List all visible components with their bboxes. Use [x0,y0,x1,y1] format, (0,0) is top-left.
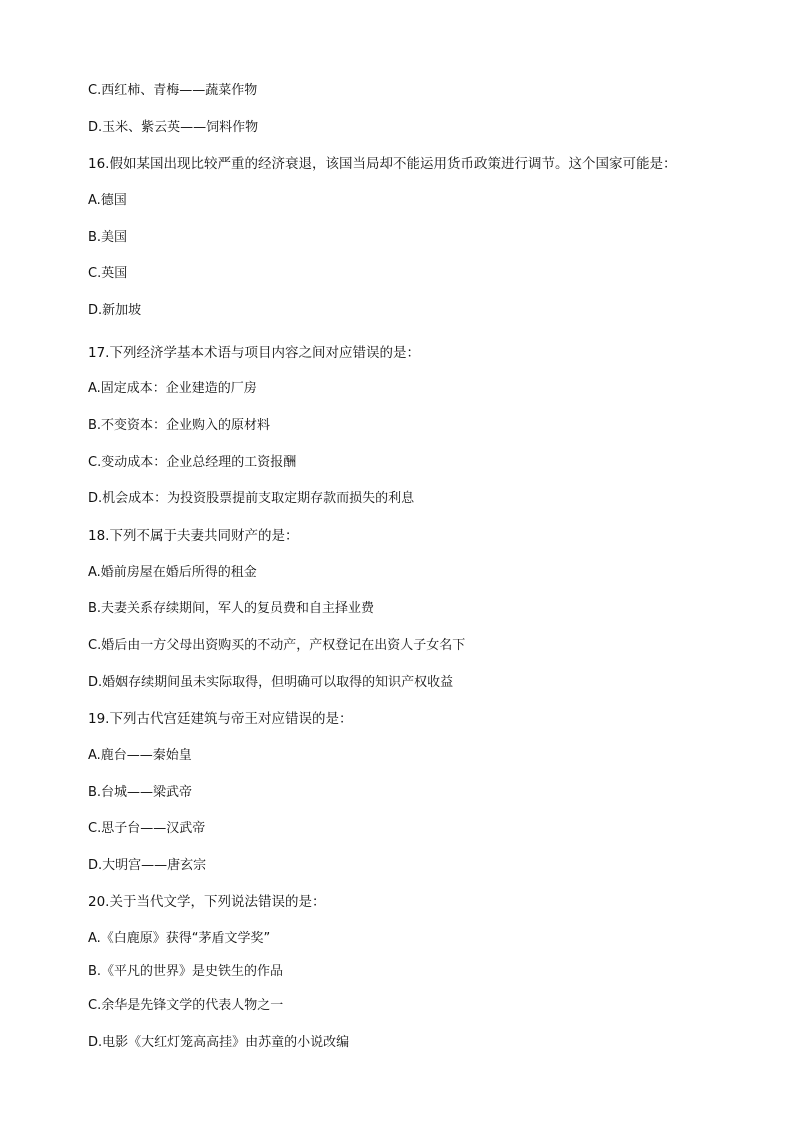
option-20d: D.电影《大红灯笼高高挂》由苏童的小说改编 [88,1035,350,1050]
option-15c: C.西红柿、青梅——蔬菜作物 [88,83,258,98]
option-18b: B.夫妻关系存续期间，军人的复员费和自主择业费 [88,601,375,616]
option-17b: B.不变资本：企业购入的原材料 [88,418,271,433]
question-20: 20.关于当代文学，下列说法错误的是： [88,894,326,910]
option-17c: C.变动成本：企业总经理的工资报酬 [88,455,297,470]
option-19c: C.思子台——汉武帝 [88,821,206,836]
option-20b: B.《平凡的世界》是史铁生的作品 [88,964,284,979]
option-18a: A.婚前房屋在婚后所得的租金 [88,565,257,580]
option-20a: A.《白鹿原》获得“茅盾文学奖” [88,931,271,946]
option-15d: D.玉米、紫云英——饲料作物 [88,120,259,135]
option-16b: B.美国 [88,230,128,245]
option-19b: B.台城——梁武帝 [88,785,193,800]
question-18: 18.下列不属于夫妻共同财产的是： [88,528,299,544]
question-19: 19.下列古代宫廷建筑与帝王对应错误的是： [88,711,353,727]
question-16: 16.假如某国出现比较严重的经济衰退，该国当局却不能运用货币政策进行调节。这个国家可能是： [88,156,677,172]
option-16c: C.英国 [88,266,128,281]
question-17: 17.下列经济学基本术语与项目内容之间对应错误的是： [88,345,420,361]
option-20c: C.余华是先锋文学的代表人物之一 [88,998,284,1013]
option-18d: D.婚姻存续期间虽未实际取得，但明确可以取得的知识产权收益 [88,675,454,690]
option-19d: D.大明宫——唐玄宗 [88,858,207,873]
option-17a: A.固定成本：企业建造的厂房 [88,381,257,396]
option-16d: D.新加坡 [88,303,142,318]
option-19a: A.鹿台——秦始皇 [88,748,192,763]
option-16a: A.德国 [88,193,127,208]
option-17d: D.机会成本：为投资股票提前支取定期存款而损失的利息 [88,491,415,506]
option-18c: C.婚后由一方父母出资购买的不动产，产权登记在出资人子女名下 [88,638,466,653]
